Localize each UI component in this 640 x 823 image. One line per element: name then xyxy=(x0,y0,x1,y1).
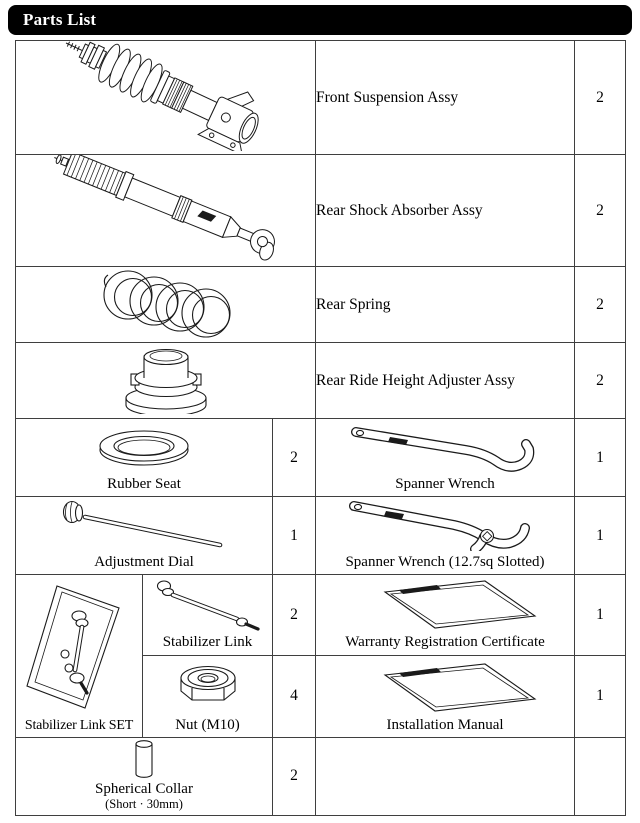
part-label: Spanner Wrench xyxy=(395,475,495,492)
warranty-certificate-illustration-icon xyxy=(316,575,574,631)
stabilizer-link-set-illustration-icon xyxy=(16,580,142,712)
nut-illustration-icon xyxy=(143,658,272,714)
part-label: Rubber Seat xyxy=(107,475,181,492)
table-row xyxy=(16,737,626,815)
stabilizer-link-cell xyxy=(143,575,273,655)
table-row xyxy=(16,497,626,575)
part-sublabel: (Short · 30mm) xyxy=(105,797,183,811)
part-qty: 2 xyxy=(575,41,626,155)
parts-list-table xyxy=(15,40,626,816)
table-row xyxy=(16,419,626,497)
part-qty: 2 xyxy=(575,155,626,267)
part-label: Spherical Collar xyxy=(95,780,193,797)
front-suspension-image-cell xyxy=(16,41,316,155)
adjustment-dial-illustration-icon xyxy=(16,499,272,551)
rear-shock-illustration-icon xyxy=(16,155,315,263)
part-label: Adjustment Dial xyxy=(94,554,194,570)
part-label: Nut (M10) xyxy=(175,716,240,733)
part-name: Rear Shock Absorber Assy xyxy=(316,155,575,267)
section-header xyxy=(8,5,632,35)
warranty-certificate-cell xyxy=(316,575,575,655)
front-suspension-illustration-icon xyxy=(16,41,315,151)
nut-m10-cell xyxy=(143,655,273,737)
installation-manual-cell xyxy=(316,655,575,737)
ride-height-image-cell xyxy=(16,343,316,419)
part-label: Spanner Wrench (12.7sq Slotted) xyxy=(345,554,545,570)
spanner-wrench-slotted-cell xyxy=(316,497,575,575)
table-row xyxy=(16,575,626,655)
empty-cell xyxy=(316,737,575,815)
part-qty: 2 xyxy=(273,419,316,497)
part-name: Front Suspension Assy xyxy=(316,41,575,155)
part-name: Rear Ride Height Adjuster Assy xyxy=(316,343,575,419)
rubber-seat-cell xyxy=(16,419,273,497)
table-row xyxy=(16,155,626,267)
part-qty: 2 xyxy=(575,267,626,343)
part-qty: 2 xyxy=(273,575,316,655)
empty-cell xyxy=(575,737,626,815)
rubber-seat-illustration-icon xyxy=(16,423,272,473)
part-label: Warranty Registration Certificate xyxy=(345,634,545,651)
adjustment-dial-cell xyxy=(16,497,273,575)
part-label: Stabilizer Link xyxy=(162,634,253,651)
part-name: Rear Spring xyxy=(316,267,575,343)
installation-manual-illustration-icon xyxy=(316,656,574,714)
stabilizer-link-illustration-icon xyxy=(143,577,272,631)
spherical-collar-cell xyxy=(16,737,273,815)
part-qty: 1 xyxy=(575,419,626,497)
rear-spring-illustration-icon xyxy=(16,267,315,339)
page-title: Parts List xyxy=(23,10,97,29)
part-qty: 4 xyxy=(273,655,316,737)
spanner-wrench-slotted-illustration-icon xyxy=(316,497,574,551)
part-qty: 1 xyxy=(273,497,316,575)
ride-height-adjuster-illustration-icon xyxy=(16,344,315,414)
spanner-wrench-cell xyxy=(316,419,575,497)
table-row xyxy=(16,267,626,343)
rear-spring-image-cell xyxy=(16,267,316,343)
part-label: Stabilizer Link SET xyxy=(24,717,134,733)
table-row xyxy=(16,41,626,155)
part-label: Installation Manual xyxy=(386,716,504,733)
part-qty: 2 xyxy=(575,343,626,419)
table-row xyxy=(16,343,626,419)
part-qty: 2 xyxy=(273,737,316,815)
part-qty: 1 xyxy=(575,655,626,737)
spherical-collar-illustration-icon xyxy=(16,738,272,780)
part-qty: 1 xyxy=(575,575,626,655)
part-qty: 1 xyxy=(575,497,626,575)
stabilizer-link-set-cell xyxy=(16,575,143,738)
spanner-wrench-illustration-icon xyxy=(316,421,574,473)
rear-shock-image-cell xyxy=(16,155,316,267)
